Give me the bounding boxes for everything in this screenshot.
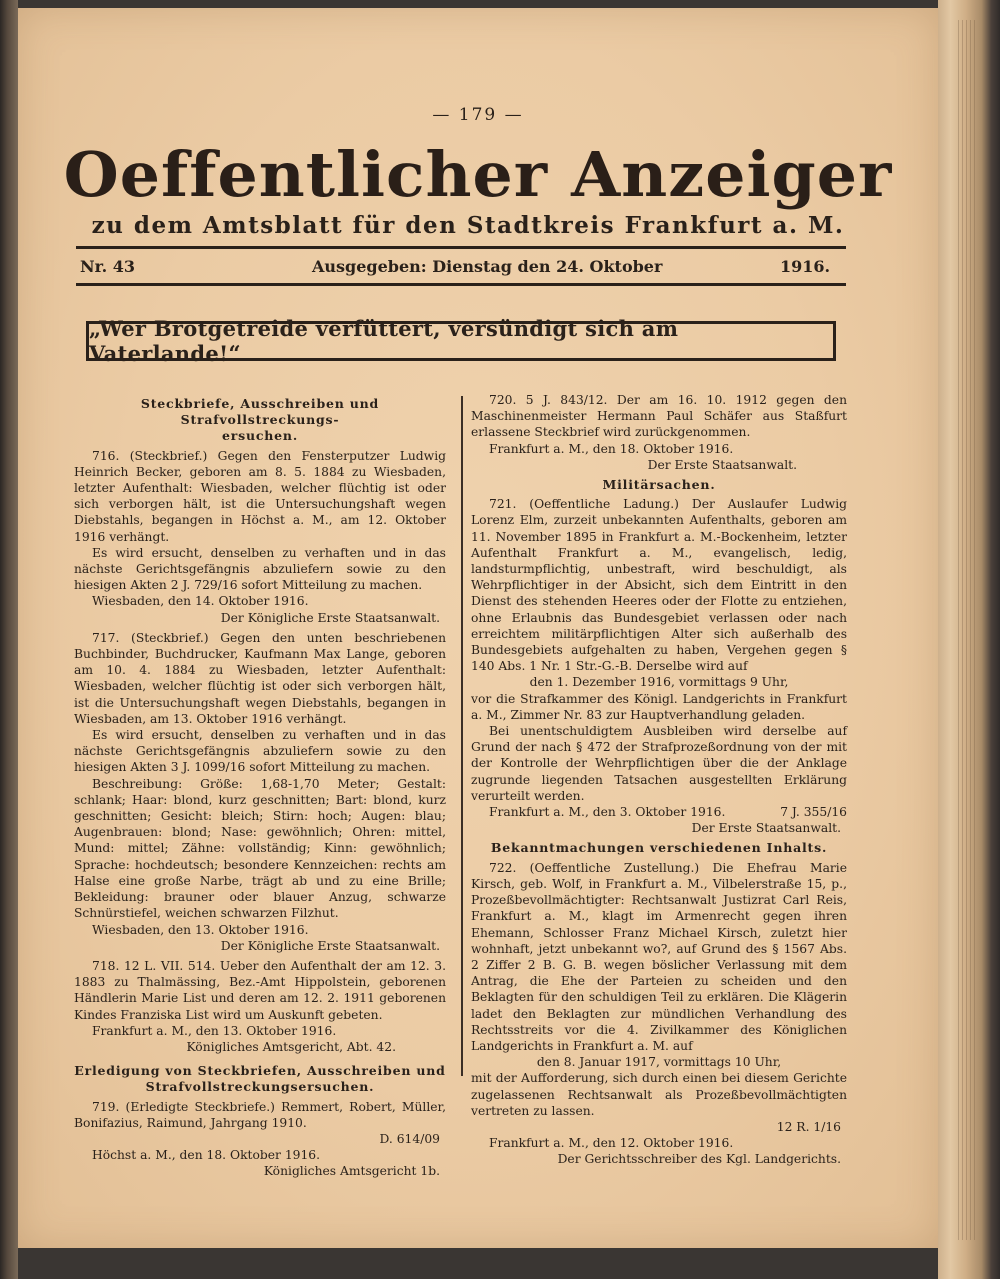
notice-721-signature: Der Erste Staatsanwalt. xyxy=(691,821,841,836)
notice-722: 722. (Oeffentliche Zustellung.) Die Ehefrau Marie Kirsch, geb. Wolf, in Frankfurt a. M., Vilbelerstraße 15, p., Prozeßbevollmächtigter: Rechtsanwalt Justizrat Carl Reis, Frankfurt a. M., klagt im Armenrecht gegen ihren Ehemann, Schlosser Franz Michael Kirsch, zuletzt hier wohnhaft, jetzt unbekannt wo?, auf Grund des § 1567 Abs. 2 Ziffer 2 B. G. B. wegen böslicher Verlassung mit dem Antrag, die Ehe der Parteien zu scheiden und den Beklagten für den schuldigen Teil zu erklären. Die Klägerin ladet den Beklagten zur mündlichen Verhandlung des Rechtsstreits vor die 4. Zivilkammer des Königlichen Landgerichts in Frankfurt a. M. auf xyxy=(471,860,847,1053)
notice-720-signature: Der Erste Staatsanwalt. xyxy=(647,457,797,472)
notice-722-signature: Der Gerichtsschreiber des Kgl. Landgerichts. xyxy=(557,1152,841,1167)
notice-720-place: Frankfurt a. M., den 18. Oktober 1916. xyxy=(489,441,734,456)
issue-number: Nr. 43 xyxy=(80,257,135,276)
notice-717-description: Beschreibung: Größe: 1,68-1,70 Meter; Gestalt: schlank; Haar: blond, kurz geschnitten; Bart: blond, kurz geschnitten; Gesicht: bleich; Stirn: hoch; Augen: blau; Augenbrauen: blond; Nase: gewöhnlich; Ohren: mittel, Mund: mittel; Zähne: vollständig; Kinn: gewöhnlich; Sprache: hochdeutsch; besondere Kennzeichen: rechts am Halse eine große Narbe, trägt ab und zu eine Brille; Bekleidung: brauner oder blauer Anzug, schwarze Schnürstiefel, weichen schwarzen Filzhut. xyxy=(74,776,446,921)
notice-716: 716. (Steckbrief.) Gegen den Fensterputzer Ludwig Heinrich Becker, geboren am 8. 5. 1884 zu Wiesbaden, letzter Aufenthalt: Wiesbaden, welcher flüchtig ist oder sich verborgen hält, ist die Untersuchungshaft wegen Diebstahls, begangen in Höchst a. M., am 12. Oktober 1916 verhängt. xyxy=(74,448,446,544)
notice-717-place: Wiesbaden, den 13. Oktober 1916. xyxy=(92,922,309,937)
notice-721: 721. (Oeffentliche Ladung.) Der Auslaufer Ludwig Lorenz Elm, zurzeit unbekannten Aufenthalts, geboren am 11. November 1895 in Frankfurt a. M.-Bockenheim, letzter Aufenthalt Frankfurt a. M., evangelisch, ledig, landsturmpflichtig, unbestraft, wird beschuldigt, als Wehrpflichtiger in der Absicht, sich dem Eintritt in den Dienst des stehenden Heeres oder der Flotte zu entziehen, ohne Erlaubnis das Bundesgebiet verlassen oder nach erreichtem militärpflichtigen Alter sich außerhalb des Bundesgebiets aufgehalten zu haben, Vergehen gegen § 140 Abs. 1 Nr. 1 Str.-G.-B. Derselbe wird auf xyxy=(471,497,847,674)
page-stack-lines xyxy=(958,20,978,1240)
notice-719-reference: D. 614/09 xyxy=(379,1131,440,1146)
section-title-warrants: Steckbriefe, Ausschreiben und Strafvollstreckungs- ersuchen. xyxy=(140,396,380,444)
notice-722-date: den 8. Januar 1917, vormittags 10 Uhr, xyxy=(536,1055,782,1070)
notice-716-signature: Der Königliche Erste Staatsanwalt. xyxy=(220,610,440,625)
right-column xyxy=(471,392,847,1168)
motto-box: „Wer Brotgetreide verfüttert, versündigt sich am Vaterlande!“ xyxy=(86,321,836,361)
issue-year: 1916. xyxy=(780,257,831,276)
notice-718-signature: Königliches Amtsgericht, Abt. 42. xyxy=(186,1039,396,1054)
notice-722-place: Frankfurt a. M., den 12. Oktober 1916. xyxy=(489,1136,734,1151)
notice-721-place: Frankfurt a. M., den 3. Oktober 1916. xyxy=(489,805,726,820)
notice-721-court: vor die Strafkammer des Königl. Landgerichts in Frankfurt a. M., Zimmer Nr. 83 zur Hauptverhandlung geladen. xyxy=(471,691,847,722)
notice-716-request: Es wird ersucht, denselben zu verhaften und in das nächste Gerichtsgefängnis abzuliefern sowie zu den hiesigen Akten 2 J. 729/16 sofort Mitteilung zu machen. xyxy=(74,545,446,593)
notice-719-place: Höchst a. M., den 18. Oktober 1916. xyxy=(92,1148,321,1163)
page-number: — 179 — xyxy=(432,105,524,125)
notice-719-signature: Königliches Amtsgericht 1b. xyxy=(263,1164,440,1179)
notice-718: 718. 12 L. VII. 514. Ueber den Aufenthalt der am 12. 3. 1883 zu Thalmässing, Bez.-Amt Hippolstein, geborenen Händlerin Marie List und deren am 12. 2. 1911 geborenen Kindes Franziska List wird um Auskunft gebeten. xyxy=(74,958,446,1022)
notice-719: 719. (Erledigte Steckbriefe.) Remmert, Robert, Müller, Bonifazius, Raimund, Jahrgang 1910. xyxy=(74,1099,446,1130)
top-rule xyxy=(76,246,846,249)
notice-721-reference: 7 J. 355/16 xyxy=(780,805,847,820)
section-title-misc: Bekanntmachungen verschiedenen Inhalts. xyxy=(490,840,828,856)
issue-rule xyxy=(76,283,846,286)
notice-721-consequence: Bei unentschuldigtem Ausbleiben wird derselbe auf Grund der nach § 472 der Strafprozeßordnung von der mit der Kontrolle der Wehrpflichtigen über die der Anklage zugrunde liegenden Tatsachen ausgestellten Erklärung verurteilt werden. xyxy=(471,724,847,803)
notice-722-reference: 12 R. 1/16 xyxy=(776,1119,841,1134)
notice-716-place: Wiesbaden, den 14. Oktober 1916. xyxy=(92,594,309,609)
issue-date: Ausgegeben: Dienstag den 24. Oktober xyxy=(312,257,663,276)
masthead-subtitle: zu dem Amtsblatt für den Stadtkreis Frankfurt a. M. xyxy=(91,212,845,239)
notice-717-request: Es wird ersucht, denselben zu verhaften und in das nächste Gerichtsgefängnis abzuliefern sowie zu den hiesigen Akten 3 J. 1099/16 sofort Mitteilung zu machen. xyxy=(74,728,446,775)
section-title-revocations: Erledigung von Steckbriefen, Ausschreiben und Strafvollstreckungsersuchen. xyxy=(74,1063,446,1095)
section-title-military: Militärsachen. xyxy=(602,477,716,493)
notice-722-summons: mit der Aufforderung, sich durch einen bei diesem Gerichte zugelassenen Rechtsanwalt als Prozeßbevollmächtigten vertreten zu lassen. xyxy=(471,1071,847,1118)
notice-717-signature: Der Königliche Erste Staatsanwalt. xyxy=(220,938,440,953)
notice-718-place: Frankfurt a. M., den 13. Oktober 1916. xyxy=(92,1023,337,1038)
masthead-title: Oeffentlicher Anzeiger xyxy=(63,138,893,211)
notice-721-date: den 1. Dezember 1916, vormittags 9 Uhr, xyxy=(529,675,789,690)
notice-720: 720. 5 J. 843/12. Der am 16. 10. 1912 gegen den Maschinenmeister Hermann Paul Schäfer aus Staßfurt erlassene Steckbrief wird zurückgenommen. xyxy=(471,393,847,440)
notice-717: 717. (Steckbrief.) Gegen den unten beschriebenen Buchbinder, Buchdrucker, Kaufmann Max Lange, geboren am 10. 4. 1884 zu Wiesbaden, letzter Aufenthalt: Wiesbaden, welcher flüchtig ist oder sich verborgen hält, ist die Untersuchungshaft wegen Diebstahls, begangen in Wiesbaden, am 13. Oktober 1916 verhängt. xyxy=(74,630,446,726)
left-column xyxy=(74,392,446,1180)
column-divider xyxy=(461,396,463,1076)
notice-721-footer xyxy=(471,804,847,820)
newspaper-page xyxy=(18,8,938,1248)
